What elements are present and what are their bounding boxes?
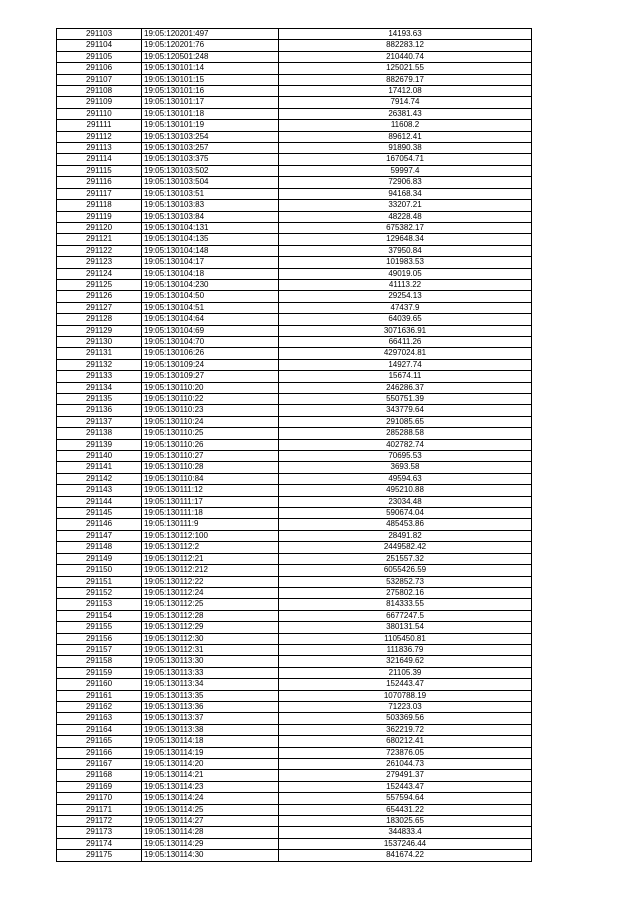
amount-cell: 495210.88 (279, 485, 532, 496)
row-id-cell: 291139 (57, 439, 142, 450)
amount-cell: 362219.72 (279, 724, 532, 735)
amount-cell: 129648.34 (279, 234, 532, 245)
amount-cell: 261044.73 (279, 759, 532, 770)
table-row (57, 177, 532, 188)
table-row (57, 439, 532, 450)
row-id-cell: 291126 (57, 291, 142, 302)
row-id-cell: 291131 (57, 348, 142, 359)
table-row (57, 131, 532, 142)
amount-cell: 343779.64 (279, 405, 532, 416)
table-row (57, 394, 532, 405)
cadastral-number-cell: 19:05:130112:28 (142, 610, 279, 621)
row-id-cell: 291122 (57, 245, 142, 256)
amount-cell: 344833.4 (279, 827, 532, 838)
amount-cell: 402782.74 (279, 439, 532, 450)
row-id-cell: 291155 (57, 622, 142, 633)
amount-cell: 814333.55 (279, 599, 532, 610)
amount-cell: 152443.47 (279, 679, 532, 690)
table-row (57, 234, 532, 245)
cadastral-number-cell: 19:05:120501:248 (142, 51, 279, 62)
table-row (57, 816, 532, 827)
cadastral-value-table (56, 28, 532, 862)
document-page (56, 28, 531, 862)
row-id-cell: 291117 (57, 188, 142, 199)
table-row (57, 781, 532, 792)
cadastral-number-cell: 19:05:130101:18 (142, 108, 279, 119)
amount-cell: 66411.26 (279, 336, 532, 347)
row-id-cell: 291173 (57, 827, 142, 838)
cadastral-number-cell: 19:05:130112:24 (142, 587, 279, 598)
amount-cell: 4297024.81 (279, 348, 532, 359)
table-row (57, 473, 532, 484)
row-id-cell: 291158 (57, 656, 142, 667)
table-row (57, 759, 532, 770)
row-id-cell: 291136 (57, 405, 142, 416)
table-row (57, 405, 532, 416)
table-row (57, 211, 532, 222)
table-row (57, 644, 532, 655)
cadastral-number-cell: 19:05:130104:17 (142, 257, 279, 268)
row-id-cell: 291146 (57, 519, 142, 530)
amount-cell: 70695.53 (279, 451, 532, 462)
row-id-cell: 291114 (57, 154, 142, 165)
cadastral-number-cell: 19:05:130110:20 (142, 382, 279, 393)
amount-cell: 291085.65 (279, 416, 532, 427)
table-row (57, 587, 532, 598)
row-id-cell: 291110 (57, 108, 142, 119)
amount-cell: 111836.79 (279, 644, 532, 655)
table-row (57, 257, 532, 268)
table-row (57, 451, 532, 462)
cadastral-number-cell: 19:05:130114:28 (142, 827, 279, 838)
table-row (57, 74, 532, 85)
row-id-cell: 291127 (57, 302, 142, 313)
cadastral-number-cell: 19:05:130114:21 (142, 770, 279, 781)
table-row (57, 496, 532, 507)
row-id-cell: 291147 (57, 530, 142, 541)
cadastral-number-cell: 19:05:130104:148 (142, 245, 279, 256)
cadastral-number-cell: 19:05:120201:497 (142, 29, 279, 40)
amount-cell: 33207.21 (279, 200, 532, 211)
table-row (57, 610, 532, 621)
row-id-cell: 291137 (57, 416, 142, 427)
amount-cell: 6055426.59 (279, 565, 532, 576)
cadastral-number-cell: 19:05:130103:83 (142, 200, 279, 211)
cadastral-number-cell: 19:05:130113:35 (142, 690, 279, 701)
amount-cell: 3071636.91 (279, 325, 532, 336)
amount-cell: 167054.71 (279, 154, 532, 165)
row-id-cell: 291141 (57, 462, 142, 473)
row-id-cell: 291156 (57, 633, 142, 644)
cadastral-number-cell: 19:05:130103:51 (142, 188, 279, 199)
cadastral-number-cell: 19:05:130103:254 (142, 131, 279, 142)
table-row (57, 656, 532, 667)
row-id-cell: 291167 (57, 759, 142, 770)
cadastral-number-cell: 19:05:130101:19 (142, 120, 279, 131)
cadastral-number-cell: 19:05:130110:24 (142, 416, 279, 427)
amount-cell: 279491.37 (279, 770, 532, 781)
row-id-cell: 291163 (57, 713, 142, 724)
row-id-cell: 291174 (57, 838, 142, 849)
row-id-cell: 291116 (57, 177, 142, 188)
table-row (57, 245, 532, 256)
amount-cell: 1070788.19 (279, 690, 532, 701)
cadastral-number-cell: 19:05:130113:34 (142, 679, 279, 690)
row-id-cell: 291168 (57, 770, 142, 781)
row-id-cell: 291111 (57, 120, 142, 131)
table-row (57, 120, 532, 131)
table-row (57, 279, 532, 290)
table-row (57, 416, 532, 427)
row-id-cell: 291104 (57, 40, 142, 51)
amount-cell: 723876.05 (279, 747, 532, 758)
row-id-cell: 291140 (57, 451, 142, 462)
table-row (57, 622, 532, 633)
table-row (57, 530, 532, 541)
row-id-cell: 291130 (57, 336, 142, 347)
row-id-cell: 291105 (57, 51, 142, 62)
cadastral-number-cell: 19:05:130104:70 (142, 336, 279, 347)
amount-cell: 15674.11 (279, 371, 532, 382)
cadastral-number-cell: 19:05:130112:2 (142, 542, 279, 553)
row-id-cell: 291109 (57, 97, 142, 108)
amount-cell: 590674.04 (279, 508, 532, 519)
amount-cell: 654431.22 (279, 804, 532, 815)
amount-cell: 41113.22 (279, 279, 532, 290)
row-id-cell: 291159 (57, 667, 142, 678)
cadastral-number-cell: 19:05:130110:25 (142, 428, 279, 439)
row-id-cell: 291133 (57, 371, 142, 382)
amount-cell: 49019.05 (279, 268, 532, 279)
amount-cell: 503369.56 (279, 713, 532, 724)
table-row (57, 508, 532, 519)
table-row (57, 302, 532, 313)
cadastral-number-cell: 19:05:130113:33 (142, 667, 279, 678)
table-row (57, 325, 532, 336)
row-id-cell: 291120 (57, 222, 142, 233)
amount-cell: 26381.43 (279, 108, 532, 119)
table-row (57, 63, 532, 74)
amount-cell: 14927.74 (279, 359, 532, 370)
row-id-cell: 291121 (57, 234, 142, 245)
row-id-cell: 291123 (57, 257, 142, 268)
cadastral-number-cell: 19:05:130111:9 (142, 519, 279, 530)
table-row (57, 359, 532, 370)
table-row (57, 108, 532, 119)
table-row (57, 314, 532, 325)
cadastral-number-cell: 19:05:130110:23 (142, 405, 279, 416)
cadastral-number-cell: 19:05:130114:20 (142, 759, 279, 770)
cadastral-number-cell: 19:05:130110:26 (142, 439, 279, 450)
row-id-cell: 291112 (57, 131, 142, 142)
amount-cell: 246286.37 (279, 382, 532, 393)
cadastral-number-cell: 19:05:130101:15 (142, 74, 279, 85)
cadastral-number-cell: 19:05:130110:84 (142, 473, 279, 484)
table-row (57, 348, 532, 359)
row-id-cell: 291144 (57, 496, 142, 507)
row-id-cell: 291153 (57, 599, 142, 610)
table-row (57, 86, 532, 97)
table-row (57, 268, 532, 279)
table-row (57, 679, 532, 690)
table-row (57, 747, 532, 758)
cadastral-number-cell: 19:05:130104:230 (142, 279, 279, 290)
table-row (57, 40, 532, 51)
table-row (57, 462, 532, 473)
table-row (57, 188, 532, 199)
table-row (57, 724, 532, 735)
amount-cell: 841674.22 (279, 850, 532, 861)
cadastral-number-cell: 19:05:130114:18 (142, 736, 279, 747)
cadastral-number-cell: 19:05:130104:69 (142, 325, 279, 336)
cadastral-number-cell: 19:05:120201:76 (142, 40, 279, 51)
row-id-cell: 291128 (57, 314, 142, 325)
amount-cell: 29254.13 (279, 291, 532, 302)
table-row (57, 633, 532, 644)
cadastral-number-cell: 19:05:130112:31 (142, 644, 279, 655)
table-row (57, 143, 532, 154)
amount-cell: 675382.17 (279, 222, 532, 233)
cadastral-number-cell: 19:05:130112:212 (142, 565, 279, 576)
cadastral-number-cell: 19:05:130111:18 (142, 508, 279, 519)
cadastral-number-cell: 19:05:130110:27 (142, 451, 279, 462)
cadastral-number-cell: 19:05:130113:30 (142, 656, 279, 667)
amount-cell: 48228.48 (279, 211, 532, 222)
cadastral-number-cell: 19:05:130114:19 (142, 747, 279, 758)
cadastral-number-cell: 19:05:130112:29 (142, 622, 279, 633)
cadastral-number-cell: 19:05:130111:12 (142, 485, 279, 496)
amount-cell: 285288.58 (279, 428, 532, 439)
table-row (57, 713, 532, 724)
row-id-cell: 291160 (57, 679, 142, 690)
row-id-cell: 291171 (57, 804, 142, 815)
cadastral-number-cell: 19:05:130114:30 (142, 850, 279, 861)
table-row (57, 667, 532, 678)
amount-cell: 1105450.81 (279, 633, 532, 644)
row-id-cell: 291148 (57, 542, 142, 553)
row-id-cell: 291166 (57, 747, 142, 758)
table-row (57, 804, 532, 815)
table-row (57, 827, 532, 838)
amount-cell: 23034.48 (279, 496, 532, 507)
amount-cell: 550751.39 (279, 394, 532, 405)
cadastral-number-cell: 19:05:130104:18 (142, 268, 279, 279)
cadastral-number-cell: 19:05:130112:30 (142, 633, 279, 644)
table-row (57, 29, 532, 40)
table-body (57, 29, 532, 862)
row-id-cell: 291149 (57, 553, 142, 564)
amount-cell: 59997.4 (279, 165, 532, 176)
amount-cell: 485453.86 (279, 519, 532, 530)
row-id-cell: 291118 (57, 200, 142, 211)
table-row (57, 850, 532, 861)
row-id-cell: 291107 (57, 74, 142, 85)
table-row (57, 382, 532, 393)
row-id-cell: 291113 (57, 143, 142, 154)
amount-cell: 94168.34 (279, 188, 532, 199)
amount-cell: 101983.53 (279, 257, 532, 268)
table-row (57, 371, 532, 382)
amount-cell: 1537246.44 (279, 838, 532, 849)
table-row (57, 336, 532, 347)
amount-cell: 680212.41 (279, 736, 532, 747)
amount-cell: 7914.74 (279, 97, 532, 108)
cadastral-number-cell: 19:05:130103:84 (142, 211, 279, 222)
row-id-cell: 291169 (57, 781, 142, 792)
row-id-cell: 291108 (57, 86, 142, 97)
cadastral-number-cell: 19:05:130114:24 (142, 793, 279, 804)
amount-cell: 321649.62 (279, 656, 532, 667)
row-id-cell: 291129 (57, 325, 142, 336)
cadastral-number-cell: 19:05:130103:502 (142, 165, 279, 176)
amount-cell: 125021.55 (279, 63, 532, 74)
row-id-cell: 291151 (57, 576, 142, 587)
amount-cell: 882283.12 (279, 40, 532, 51)
cadastral-number-cell: 19:05:130104:51 (142, 302, 279, 313)
row-id-cell: 291170 (57, 793, 142, 804)
cadastral-number-cell: 19:05:130114:25 (142, 804, 279, 815)
amount-cell: 210440.74 (279, 51, 532, 62)
cadastral-number-cell: 19:05:130101:14 (142, 63, 279, 74)
row-id-cell: 291142 (57, 473, 142, 484)
cadastral-number-cell: 19:05:130110:22 (142, 394, 279, 405)
amount-cell: 91890.38 (279, 143, 532, 154)
cadastral-number-cell: 19:05:130114:29 (142, 838, 279, 849)
cadastral-number-cell: 19:05:130112:25 (142, 599, 279, 610)
row-id-cell: 291135 (57, 394, 142, 405)
table-row (57, 701, 532, 712)
amount-cell: 275802.16 (279, 587, 532, 598)
cadastral-number-cell: 19:05:130106:26 (142, 348, 279, 359)
table-row (57, 542, 532, 553)
cadastral-number-cell: 19:05:130104:50 (142, 291, 279, 302)
cadastral-number-cell: 19:05:130109:27 (142, 371, 279, 382)
cadastral-number-cell: 19:05:130112:22 (142, 576, 279, 587)
row-id-cell: 291134 (57, 382, 142, 393)
row-id-cell: 291162 (57, 701, 142, 712)
table-row (57, 838, 532, 849)
table-row (57, 553, 532, 564)
row-id-cell: 291119 (57, 211, 142, 222)
cadastral-number-cell: 19:05:130101:17 (142, 97, 279, 108)
amount-cell: 28491.82 (279, 530, 532, 541)
cadastral-number-cell: 19:05:130110:28 (142, 462, 279, 473)
amount-cell: 71223.03 (279, 701, 532, 712)
table-row (57, 291, 532, 302)
amount-cell: 14193.63 (279, 29, 532, 40)
row-id-cell: 291161 (57, 690, 142, 701)
amount-cell: 37950.84 (279, 245, 532, 256)
row-id-cell: 291172 (57, 816, 142, 827)
cadastral-number-cell: 19:05:130104:131 (142, 222, 279, 233)
amount-cell: 557594.64 (279, 793, 532, 804)
cadastral-number-cell: 19:05:130101:16 (142, 86, 279, 97)
cadastral-number-cell: 19:05:130113:37 (142, 713, 279, 724)
cadastral-number-cell: 19:05:130103:375 (142, 154, 279, 165)
row-id-cell: 291150 (57, 565, 142, 576)
table-row (57, 200, 532, 211)
cadastral-number-cell: 19:05:130104:64 (142, 314, 279, 325)
amount-cell: 21105.39 (279, 667, 532, 678)
row-id-cell: 291124 (57, 268, 142, 279)
table-row (57, 770, 532, 781)
amount-cell: 532852.73 (279, 576, 532, 587)
amount-cell: 11608.2 (279, 120, 532, 131)
cadastral-number-cell: 19:05:130113:38 (142, 724, 279, 735)
row-id-cell: 291106 (57, 63, 142, 74)
table-row (57, 51, 532, 62)
row-id-cell: 291157 (57, 644, 142, 655)
amount-cell: 6677247.5 (279, 610, 532, 621)
row-id-cell: 291152 (57, 587, 142, 598)
cadastral-number-cell: 19:05:130114:23 (142, 781, 279, 792)
cadastral-number-cell: 19:05:130112:100 (142, 530, 279, 541)
row-id-cell: 291164 (57, 724, 142, 735)
amount-cell: 49594.63 (279, 473, 532, 484)
amount-cell: 2449582.42 (279, 542, 532, 553)
table-row (57, 793, 532, 804)
amount-cell: 152443.47 (279, 781, 532, 792)
row-id-cell: 291125 (57, 279, 142, 290)
table-row (57, 222, 532, 233)
amount-cell: 64039.65 (279, 314, 532, 325)
row-id-cell: 291138 (57, 428, 142, 439)
cadastral-number-cell: 19:05:130111:17 (142, 496, 279, 507)
cadastral-number-cell: 19:05:130103:257 (142, 143, 279, 154)
table-row (57, 736, 532, 747)
row-id-cell: 291154 (57, 610, 142, 621)
table-row (57, 565, 532, 576)
row-id-cell: 291143 (57, 485, 142, 496)
row-id-cell: 291145 (57, 508, 142, 519)
cadastral-number-cell: 19:05:130112:21 (142, 553, 279, 564)
table-row (57, 519, 532, 530)
row-id-cell: 291115 (57, 165, 142, 176)
table-row (57, 154, 532, 165)
table-row (57, 599, 532, 610)
cadastral-number-cell: 19:05:130104:135 (142, 234, 279, 245)
cadastral-number-cell: 19:05:130109:24 (142, 359, 279, 370)
cadastral-number-cell: 19:05:130103:504 (142, 177, 279, 188)
cadastral-number-cell: 19:05:130113:36 (142, 701, 279, 712)
table-row (57, 576, 532, 587)
table-row (57, 428, 532, 439)
table-row (57, 690, 532, 701)
table-row (57, 485, 532, 496)
table-row (57, 165, 532, 176)
amount-cell: 17412.08 (279, 86, 532, 97)
row-id-cell: 291165 (57, 736, 142, 747)
table-row (57, 97, 532, 108)
amount-cell: 89612.41 (279, 131, 532, 142)
amount-cell: 3693.58 (279, 462, 532, 473)
row-id-cell: 291132 (57, 359, 142, 370)
amount-cell: 251557.32 (279, 553, 532, 564)
row-id-cell: 291103 (57, 29, 142, 40)
amount-cell: 72906.83 (279, 177, 532, 188)
amount-cell: 47437.9 (279, 302, 532, 313)
amount-cell: 183025.65 (279, 816, 532, 827)
amount-cell: 882679.17 (279, 74, 532, 85)
amount-cell: 380131.54 (279, 622, 532, 633)
row-id-cell: 291175 (57, 850, 142, 861)
cadastral-number-cell: 19:05:130114:27 (142, 816, 279, 827)
